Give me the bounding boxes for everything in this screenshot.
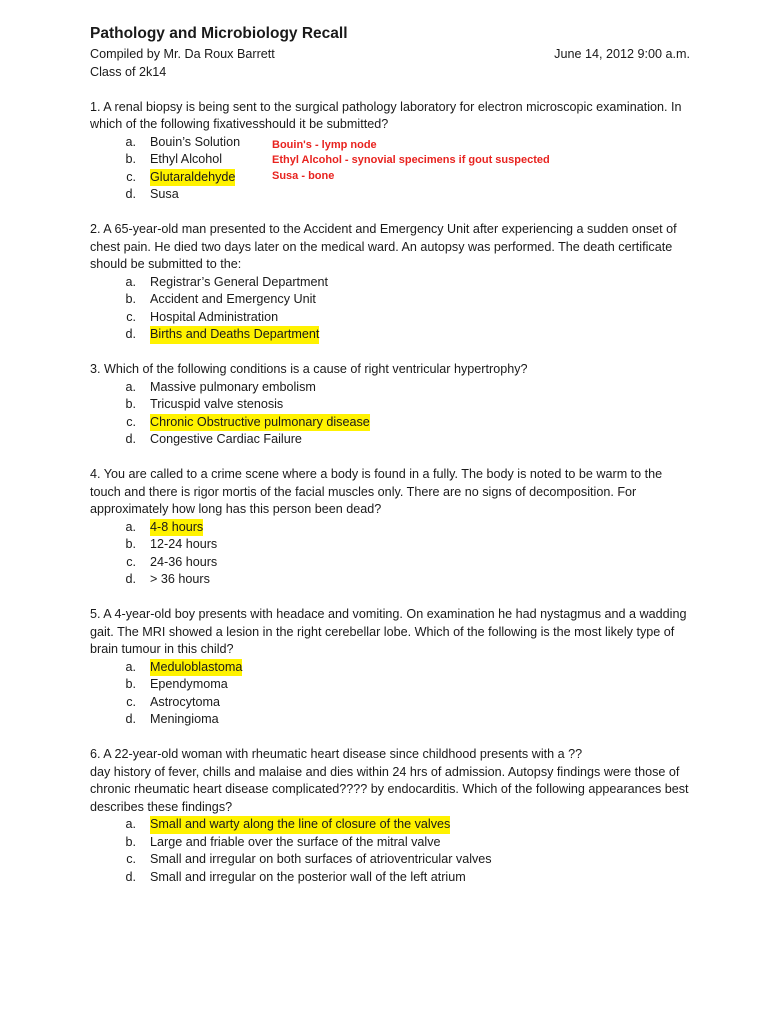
- compiled-by: Compiled by Mr. Da Roux Barrett: [90, 47, 275, 61]
- option-b: [90, 676, 690, 694]
- option-letter: a.: [125, 659, 136, 674]
- option-text: Meningioma: [150, 712, 219, 726]
- option-d: [90, 571, 690, 589]
- option-d: [90, 869, 690, 887]
- annotation-notes: [272, 138, 550, 185]
- highlighted-answer: Chronic Obstructive pulmonary disease: [150, 414, 370, 432]
- option-letter: c.: [126, 694, 136, 709]
- option-letter: b.: [125, 397, 136, 411]
- option-letter: c.: [126, 414, 136, 429]
- class-label: Class of 2k14: [90, 64, 167, 79]
- option-c: [90, 694, 690, 712]
- option-a: [90, 816, 690, 834]
- option-text: Hospital Administration: [150, 309, 279, 324]
- option-c: [90, 309, 690, 327]
- option-text: > 36 hours: [150, 572, 210, 586]
- highlighted-answer: Births and Deaths Department: [150, 326, 319, 344]
- option-a: [90, 274, 690, 292]
- option-text: Congestive Cardiac Failure: [150, 432, 302, 446]
- option-letter: a.: [125, 274, 136, 289]
- option-letter: d.: [125, 712, 136, 726]
- question-5: [90, 606, 690, 729]
- option-d: [90, 711, 690, 729]
- option-c: [90, 554, 690, 572]
- option-b: [90, 396, 690, 414]
- option-text: Bouin’s Solution: [150, 134, 241, 149]
- option-text: Registrar’s General Department: [150, 274, 329, 289]
- highlighted-answer: Glutaraldehyde: [150, 169, 235, 187]
- options-list: [90, 274, 690, 344]
- option-letter: b.: [125, 292, 136, 306]
- question-3: [90, 361, 690, 449]
- option-letter: c.: [126, 309, 136, 324]
- option-letter: c.: [126, 169, 136, 184]
- document-date: June 14, 2012 9:00 a.m.: [554, 47, 690, 61]
- option-letter: b.: [125, 152, 136, 166]
- option-letter: b.: [125, 677, 136, 691]
- option-c: [90, 414, 690, 432]
- options-list: [90, 519, 690, 589]
- highlighted-answer: Small and warty along the line of closure of the valves: [150, 816, 450, 834]
- option-d: [90, 186, 690, 204]
- meta-row: [90, 46, 690, 64]
- option-letter: d.: [125, 432, 136, 446]
- option-letter: d.: [125, 572, 136, 586]
- options-list: [90, 379, 690, 449]
- highlighted-answer: 4-8 hours: [150, 519, 203, 537]
- option-letter: d.: [125, 187, 136, 201]
- option-letter: a.: [125, 519, 136, 534]
- option-b: [90, 536, 690, 554]
- option-text: Small and irregular on the posterior wall of the left atrium: [150, 869, 466, 884]
- question-1: [90, 99, 690, 204]
- option-text: Astrocytoma: [150, 694, 220, 709]
- option-letter: a.: [125, 134, 136, 149]
- option-a: [90, 379, 690, 397]
- question-text: 5. A 4-year-old boy presents with headace and vomiting. On examination he had nystagmus and a wadding gait. The MRI showed a lesion in the right cerebellar lobe. Which of the following is the most likely type of brain tumour in this child?: [90, 607, 687, 656]
- option-a: [90, 659, 690, 677]
- option-text: Susa: [150, 187, 179, 201]
- option-text: Ependymoma: [150, 677, 228, 691]
- options-list: [90, 816, 690, 886]
- option-letter: c.: [126, 554, 136, 569]
- option-text: Large and friable over the surface of the mitral valve: [150, 834, 441, 849]
- option-letter: b.: [125, 537, 136, 551]
- option-text: Massive pulmonary embolism: [150, 379, 316, 394]
- question-4: [90, 466, 690, 589]
- question-6: [90, 746, 690, 886]
- question-text: [90, 746, 690, 816]
- question-text: 4. You are called to a crime scene where a body is found in a fully. The body is noted to be warm to the touch and there is rigor mortis of the facial muscles only. There are no signs of decomposition. For approximately how long has this person been dead?: [90, 467, 663, 516]
- option-c: [90, 851, 690, 869]
- document-page: [90, 22, 690, 886]
- option-letter: b.: [125, 834, 136, 849]
- option-letter: a.: [125, 379, 136, 394]
- option-text: 12-24 hours: [150, 537, 218, 551]
- option-letter: a.: [125, 817, 136, 831]
- option-text: Tricuspid valve stenosis: [150, 397, 284, 411]
- option-text: 24-36 hours: [150, 554, 218, 569]
- question-text-line1: 6. A 22-year-old woman with rheumatic heart disease since childhood presents with a ??: [90, 747, 583, 761]
- question-text: 1. A renal biopsy is being sent to the surgical pathology laboratory for electron microscopic examination. In which of the following fixativesshould it be submitted?: [90, 99, 682, 131]
- annotation-note: Bouin's - lymp node: [272, 138, 377, 151]
- option-b: [90, 291, 690, 309]
- option-letter: d.: [125, 327, 136, 341]
- highlighted-answer: Meduloblastoma: [150, 659, 242, 677]
- annotation-note: Ethyl Alcohol - synovial specimens if gout suspected: [272, 154, 550, 167]
- option-d: [90, 431, 690, 449]
- question-text: 2. A 65-year-old man presented to the Accident and Emergency Unit after experiencing a sudden onset of chest pain. He died two days later on the medical ward. An autopsy was performed. The death certificate should be submitted to the:: [90, 222, 677, 271]
- option-b: [90, 834, 690, 852]
- document-title: Pathology and Microbiology Recall: [90, 25, 348, 42]
- annotation-note: Susa - bone: [272, 169, 335, 182]
- option-letter: c.: [126, 852, 136, 866]
- question-text: 3. Which of the following conditions is a cause of right ventricular hypertrophy?: [90, 362, 528, 376]
- option-letter: d.: [125, 869, 136, 884]
- question-2: [90, 221, 690, 344]
- option-d: [90, 326, 690, 344]
- option-text: Small and irregular on both surfaces of atrioventricular valves: [150, 852, 492, 866]
- question-text-rest: day history of fever, chills and malaise and dies within 24 hrs of admission. Autopsy findings were those of chronic rheumatic heart disease complicated???? by endocarditis. Which of the following appearances best describes these findings?: [90, 764, 689, 814]
- option-text: Accident and Emergency Unit: [150, 292, 316, 306]
- options-list: [90, 659, 690, 729]
- option-text: Ethyl Alcohol: [150, 152, 223, 166]
- option-a: [90, 519, 690, 537]
